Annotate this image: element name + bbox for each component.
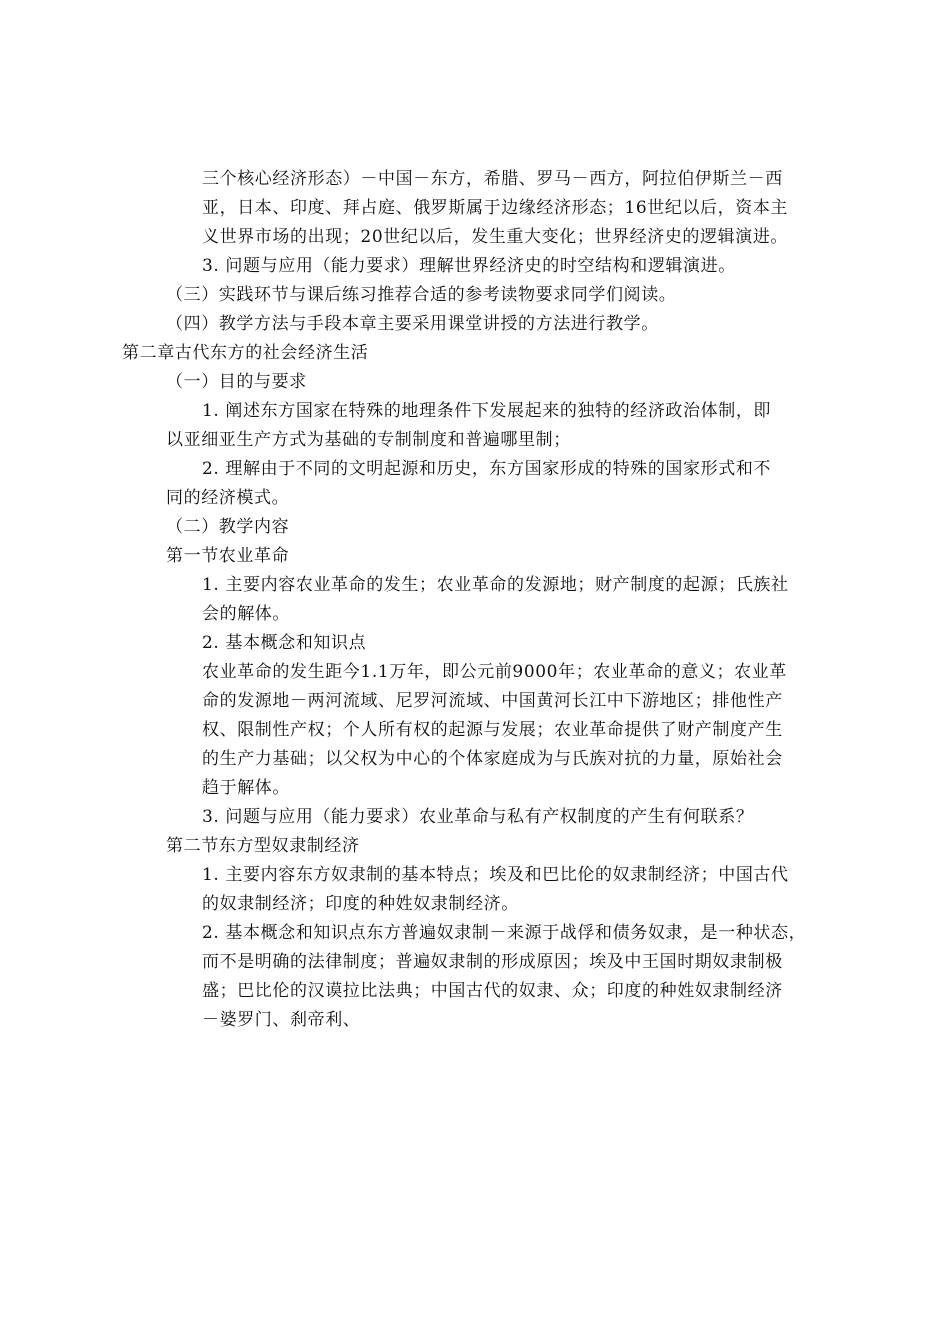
subsection-title: 第一节农业革命: [166, 546, 290, 566]
text-line: 的生产力基础；以父权为中心的个体家庭成为与氏族对抗的力量，原始社会: [202, 749, 783, 769]
section-heading: （四）教学方法与手段本章主要采用课堂讲授的方法进行教学。: [166, 314, 659, 334]
text-line: 同的经济模式。: [166, 488, 290, 508]
text-line: 趋于解体。: [202, 778, 290, 798]
text-line: 2. 基本概念和知识点东方普遍奴隶制－来源于战俘和债务奴隶，是一种状态，: [202, 923, 807, 943]
text-line: 命的发源地－两河流域、尼罗河流域、中国黄河长江中下游地区；排他性产: [202, 691, 783, 711]
text-line: 以亚细亚生产方式为基础的专制制度和普遍哪里制；: [166, 430, 571, 450]
section-heading: （一）目的与要求: [166, 372, 307, 392]
section-heading: （二）教学内容: [166, 517, 290, 537]
list-item-number: 3. 问题与应用（能力要求）理解世界经济史的时空结构和逻辑演进。: [202, 256, 736, 276]
chapter-title: 第二章古代东方的社会经济生活: [122, 343, 369, 363]
text-line: 2. 理解由于不同的文明起源和历史，东方国家形成的特殊的国家形式和不: [202, 459, 772, 479]
text-line: 1. 阐述东方国家在特殊的地理条件下发展起来的独特的经济政治体制，即: [202, 401, 772, 421]
text-line: 1. 主要内容东方奴隶制的基本特点；埃及和巴比伦的奴隶制经济；中国古代: [202, 865, 789, 885]
list-item-number: 2. 基本概念和知识点: [202, 633, 367, 653]
text-line: 三个核心经济形态）－中国－东方，希腊、罗马－西方，阿拉伯伊斯兰－西: [202, 169, 783, 189]
text-line: 农业革命的发生距今1.1万年，即公元前9000年；农业革命的意义；农业革: [202, 662, 787, 682]
text-line: 会的解体。: [202, 604, 290, 624]
text-line: 权、限制性产权；个人所有权的起源与发展；农业革命提供了财产制度产生: [202, 720, 783, 740]
text-line: 1. 主要内容农业革命的发生；农业革命的发源地；财产制度的起源；氏族社: [202, 575, 789, 595]
text-line: 亚，日本、印度、拜占庭、俄罗斯属于边缘经济形态；16世纪以后，资本主: [202, 198, 789, 218]
text-line: －婆罗门、刹帝利、: [202, 1010, 361, 1030]
subsection-title: 第二节东方型奴隶制经济: [166, 836, 360, 856]
text-line: 而不是明确的法律制度；普遍奴隶制的形成原因；埃及中王国时期奴隶制极: [202, 952, 783, 972]
text-line: 盛；巴比伦的汉谟拉比法典；中国古代的奴隶、众；印度的种姓奴隶制经济: [202, 981, 783, 1001]
list-item-number: 3. 问题与应用（能力要求）农业革命与私有产权制度的产生有何联系？: [202, 807, 754, 827]
section-heading: （三）实践环节与课后练习推荐合适的参考读物要求同学们阅读。: [166, 285, 677, 305]
text-line: 的奴隶制经济；印度的种姓奴隶制经济。: [202, 894, 519, 914]
text-line: 义世界市场的出现；20世纪以后，发生重大变化；世界经济史的逻辑演进。: [202, 227, 789, 247]
